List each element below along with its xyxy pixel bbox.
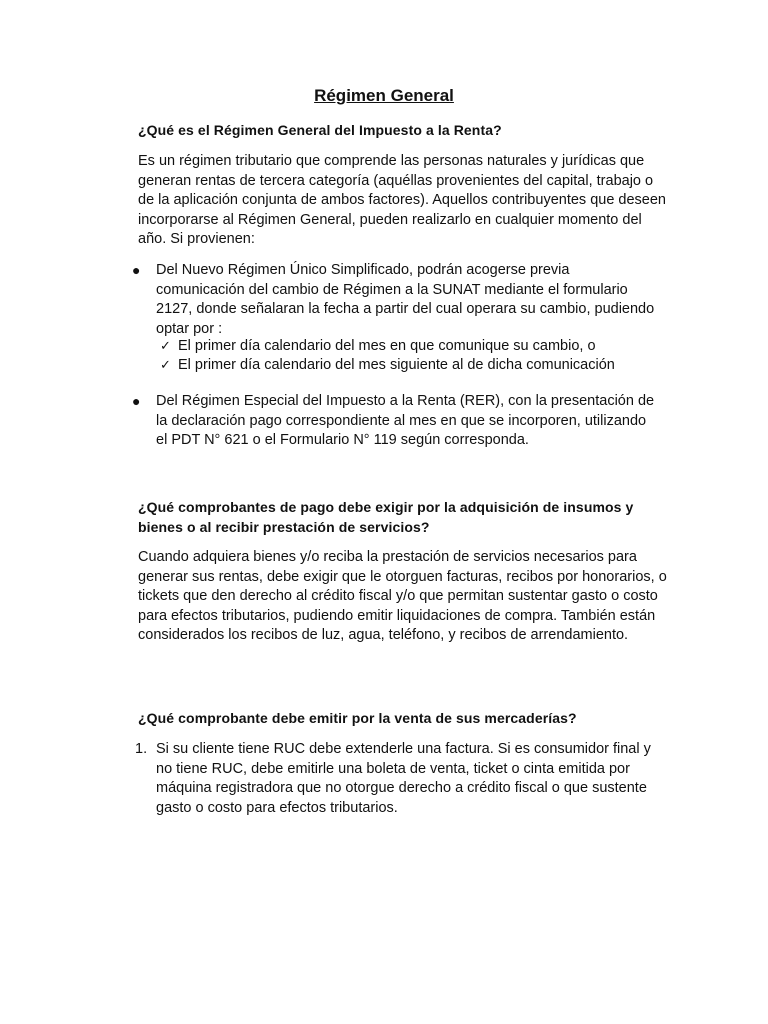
check-item [160, 336, 670, 356]
list-number: 1. [135, 741, 148, 757]
checkmark-icon: ✓ [160, 357, 171, 372]
section-heading-regimen: ¿Qué es el Régimen General del Impuesto a la Renta? [138, 122, 502, 138]
checkmark-icon: ✓ [160, 338, 171, 353]
list-item: Del Nuevo Régimen Único Simplificado, podrán acogerse previa comunicación del cambio de Régimen a la SUNAT mediante el formulario 2127, donde señalaran la fecha a partir del cual operara su cambio, pudiendo optar por : [156, 262, 655, 337]
section-paragraph-comprobantes: Cuando adquiera bienes y/o reciba la prestación de servicios necesarios para generar sus rentas, debe exigir que le otorguen facturas, recibos por honorarios, o tickets que den derecho al crédito fiscal y/o que permitan sustentar gasto o costo para efectos tributarios, pudiendo emitir liquidaciones de compra. También están considerados los recibos de luz, agua, teléfono, y recibos de arrendamiento. [138, 549, 667, 643]
section-paragraph-regimen: Es un régimen tributario que comprende las personas naturales y jurídicas que generan rentas de tercera categoría (aquéllas provenientes del capital, trabajo o de la aplicación conjunta de ambos factores). Aquellos contribuyentes que deseen incorporarse al Régimen General, pueden realizarlo en cualquier momento del año. Si provienen: [138, 153, 666, 247]
check-item-label: El primer día calendario del mes en que comunique su cambio, o [178, 338, 596, 354]
bullet-icon: ● [132, 393, 141, 409]
section-heading-comprobantes: ¿Qué comprobantes de pago debe exigir por la adquisición de insumos y bienes o al recibir prestación de servicios? [138, 499, 634, 535]
section-heading-venta: ¿Qué comprobante debe emitir por la venta de sus mercaderías? [138, 710, 577, 726]
check-item [160, 355, 670, 375]
bullet-icon: ● [132, 262, 141, 278]
list-item: Del Régimen Especial del Impuesto a la Renta (RER), con la presentación de la declaración pago correspondiente al mes en que se incorporen, utilizando el PDT N° 621 o el Formulario N° 119 según corresponda. [156, 393, 655, 448]
list-item: Si su cliente tiene RUC debe extenderle una factura. Si es consumidor final y no tiene RUC, debe emitirle una boleta de venta, ticket o cinta emitida por máquina registradora que no otorgue derecho a crédito fiscal o que sustente gasto o costo para efectos tributarios. [156, 741, 651, 816]
check-item-label: El primer día calendario del mes siguiente al de dicha comunicación [178, 357, 615, 373]
document-title: Régimen General [314, 86, 454, 105]
